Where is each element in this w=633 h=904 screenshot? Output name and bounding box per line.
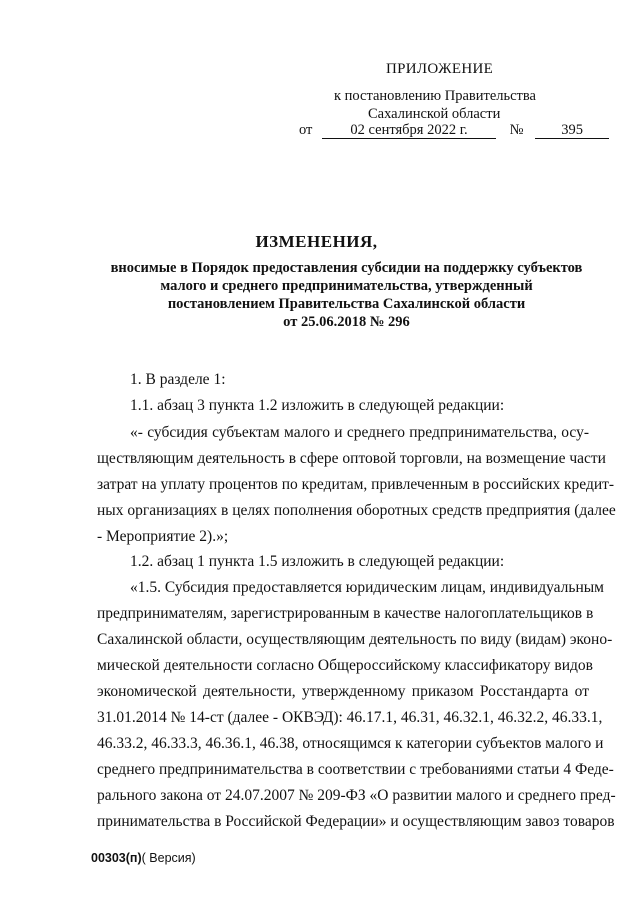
number-label: № (509, 122, 524, 138)
body-line: 1.1. абзац 3 пункта 1.2 изложить в следующей редакции: (130, 397, 505, 414)
body-line: мической деятельности согласно Общероссийскому классификатору видов (97, 657, 593, 674)
body-line: экономической деятельности, утвержденному приказом Росстандарта от (97, 683, 589, 700)
body-line: 31.01.2014 № 14-ст (далее - ОКВЭД): 46.17.1, 46.31, 46.32.1, 46.32.2, 46.33.1, (97, 709, 603, 726)
annex-title: ПРИЛОЖЕНИЕ (386, 61, 494, 77)
annex-date-row (299, 122, 609, 139)
body-line: принимательства в Российской Федерации» и осуществляющим завоз товаров (97, 813, 615, 830)
body-line: среднего предпринимательства в соответствии с требованиями статьи 4 Феде- (97, 761, 614, 778)
annex-region-line: Сахалинской области (368, 106, 501, 122)
body-line: 46.33.2, 46.33.3, 46.36.1, 46.38, относящимся к категории субъектов малого и (97, 735, 604, 752)
body-line: предпринимателям, зарегистрированным в качестве налогоплательщиков в (97, 605, 594, 622)
body-line: 1. В разделе 1: (130, 371, 226, 388)
body-line: Сахалинской области, осуществляющим деятельность по виду (видам) эконо- (97, 631, 613, 648)
resolution-date: 02 сентября 2022 г. (322, 122, 496, 139)
from-label: от (299, 122, 313, 138)
body-line: - Мероприятие 2).»; (97, 528, 229, 545)
body-line: ных организациях в целях пополнения оборотных средств предприятия (далее (97, 502, 616, 519)
body-line: затрат на уплату процентов по кредитам, привлеченным в российских кредит- (97, 476, 615, 493)
resolution-number: 395 (535, 122, 609, 139)
document-code: 00303(п) (91, 851, 142, 865)
body-line: 1.2. абзац 1 пункта 1.5 изложить в следующей редакции: (130, 553, 505, 570)
footer (91, 851, 196, 865)
body-line: «- субсидия субъектам малого и среднего предпринимательства, осу- (130, 424, 589, 441)
annex-resolution-line: к постановлению Правительства (334, 88, 536, 104)
subtitle-line: от 25.06.2018 № 296 (283, 314, 410, 330)
subtitle-line: постановлением Правительства Сахалинской области (167, 296, 526, 312)
document-title: ИЗМЕНЕНИЯ, (255, 232, 378, 251)
body-line: ществляющим деятельность в сфере оптовой торговли, на возмещение части (97, 450, 606, 467)
subtitle-line: малого и среднего предпринимательства, утвержденный (160, 278, 533, 294)
version-label: ( Версия) (141, 851, 196, 865)
subtitle-line: вносимые в Порядок предоставления субсидии на поддержку субъектов (110, 260, 583, 276)
body-line: рального закона от 24.07.2007 № 209-ФЗ «О развитии малого и среднего пред- (97, 787, 616, 804)
body-line: «1.5. Субсидия предоставляется юридическим лицам, индивидуальным (130, 579, 604, 596)
